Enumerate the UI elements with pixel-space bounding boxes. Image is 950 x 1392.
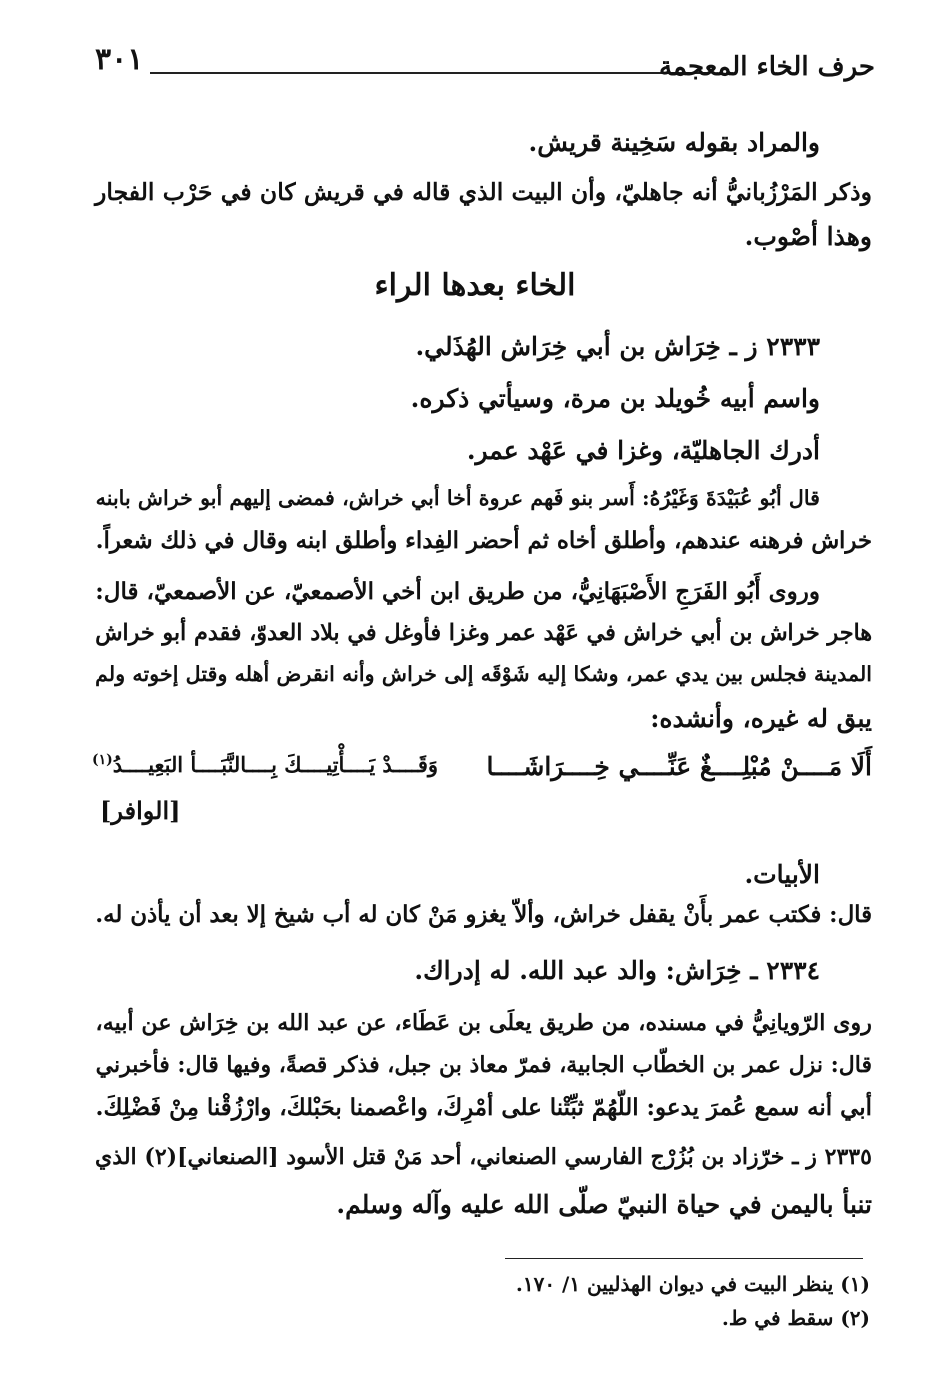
entry-2334-p1-line-2: قال: نزل عمر بن الخطّاب الجابية، فمرّ معاذ بن جبل، فذكر قصةً، وفيها قال: فأخبرني — [95, 1052, 872, 1078]
entry-2333-father: واسم أبيه خُويلد بن مرة، وسيأتي ذكره. — [410, 384, 820, 413]
entry-2333-p2-line-1: وروى أَبُو الفَرَجِ الأَصْبَهَانِيُّ، من طريق ابن أخي الأصمعيّ، عن الأصمعيّ، قال: — [95, 578, 820, 605]
entry-2335-line-1: ٢٣٣٥ ز ـ خرّزاد بن بُزُرْج الفارسي الصنعاني، أحد مَنْ قتل الأسود [الصنعاني](٢) الذي — [94, 1144, 872, 1170]
footnote-1: (١) ينظر البيت في ديوان الهذليين ١/ ١٧٠. — [515, 1272, 870, 1296]
verse-meter: [الوافر] — [100, 796, 181, 825]
entry-2334-p1-line-1: روى الرّويانِيُّ في مسنده، من طريق يعلَى بن عَطَاء، عن عبد الله بن خِرَاش عن أبيه، — [95, 1010, 872, 1036]
entry-2333-p2-line-3: المدينة فجلس بين يدي عمر، وشكا إليه شَوْقَه إلى خراش وأنه انقرض أهله وقتل إخوته ولم — [95, 662, 872, 686]
header-rule — [150, 72, 708, 74]
verse-second-text: وَقَــــدْ يَــــأْتِيــــكَ بِــــالنَّبَــــأ البَعِيــــدُ — [112, 752, 438, 777]
intro-paragraph-2-line-1: وذكر المَرْزُبانيُّ أنه جاهليّ، وأن البيت الذي قاله في قريش كان في حَرْب الفجار — [94, 178, 872, 206]
entry-2334-p1-line-3: أبي أنه سمع عُمرَ يدعو: اللّهُمّ ثبِّتْنا على أمْرِكَ، واعْصمنا بحَبْلكَ، وارْزُقْنا مِنْ فَضْلِكَ. — [95, 1094, 872, 1121]
entry-2333-p3: قال: فكتب عمر بأَنْ يقفل خراش، وألاّ يغزو مَنْ كان له أب شيخ إلا بعد أن يأذن له. — [95, 902, 872, 928]
entry-2333-era: أدرك الجاهليّة، وغزا في عَهْد عمر. — [466, 436, 820, 465]
verse-first-hemistich: أَلَا مَــــنْ مُبْلِــــغٌ عَنِّــــي خِــــرَاشَــــا — [486, 752, 872, 781]
section-heading: الخاء بعدها الراء — [374, 268, 576, 303]
intro-paragraph-1: والمراد بقوله سَخِينة قريش. — [528, 128, 820, 157]
intro-paragraph-2-line-2: وهذا أصْوب. — [744, 222, 872, 251]
entry-2333-p2-line-4: يبق له غيره، وأنشده: — [650, 704, 872, 733]
footnote-rule — [505, 1258, 863, 1259]
verse-second-hemistich — [92, 752, 438, 777]
entry-2333-title: ٢٣٣٣ ز ـ خِرَاش بن أبي خِرَاش الهُذَلي. — [415, 332, 820, 361]
page-number: ٣٠١ — [95, 42, 144, 77]
entry-2335-line-2: تنبأ باليمن في حياة النبيّ صلّى الله عليه وآله وسلم. — [336, 1190, 872, 1219]
entry-2334-title: ٢٣٣٤ ـ خِرَاش: والد عبد الله. له إدراك. — [414, 956, 820, 985]
running-head: حرف الخاء المعجمة — [658, 52, 875, 82]
entry-2333-p1-line-1: قال أبُو عُبَيْدَةَ وَغَيْرُهُ: أَسر بنو فَهم عروة أخا أبي خراش، فمضى إليهم أبو خراش بابنه — [95, 486, 820, 510]
entry-2333-p2-line-2: هاجر خراش بن أبي خراش في عَهْد عمر وغزا فأوغل في بلاد العدوّ، فقدم أبو خراش — [95, 620, 872, 646]
entry-2333-p1-line-2: خراش فرهنه عندهم، وأطلق أخاه ثم أحضر الفِداء وأطلق ابنه وقال في ذلك شعراً. — [95, 528, 872, 554]
abyat-label: الأبيات. — [744, 860, 820, 889]
footnote-marker-1: (١) — [91, 752, 113, 769]
footnote-2: (٢) سقط في ط. — [721, 1306, 870, 1330]
